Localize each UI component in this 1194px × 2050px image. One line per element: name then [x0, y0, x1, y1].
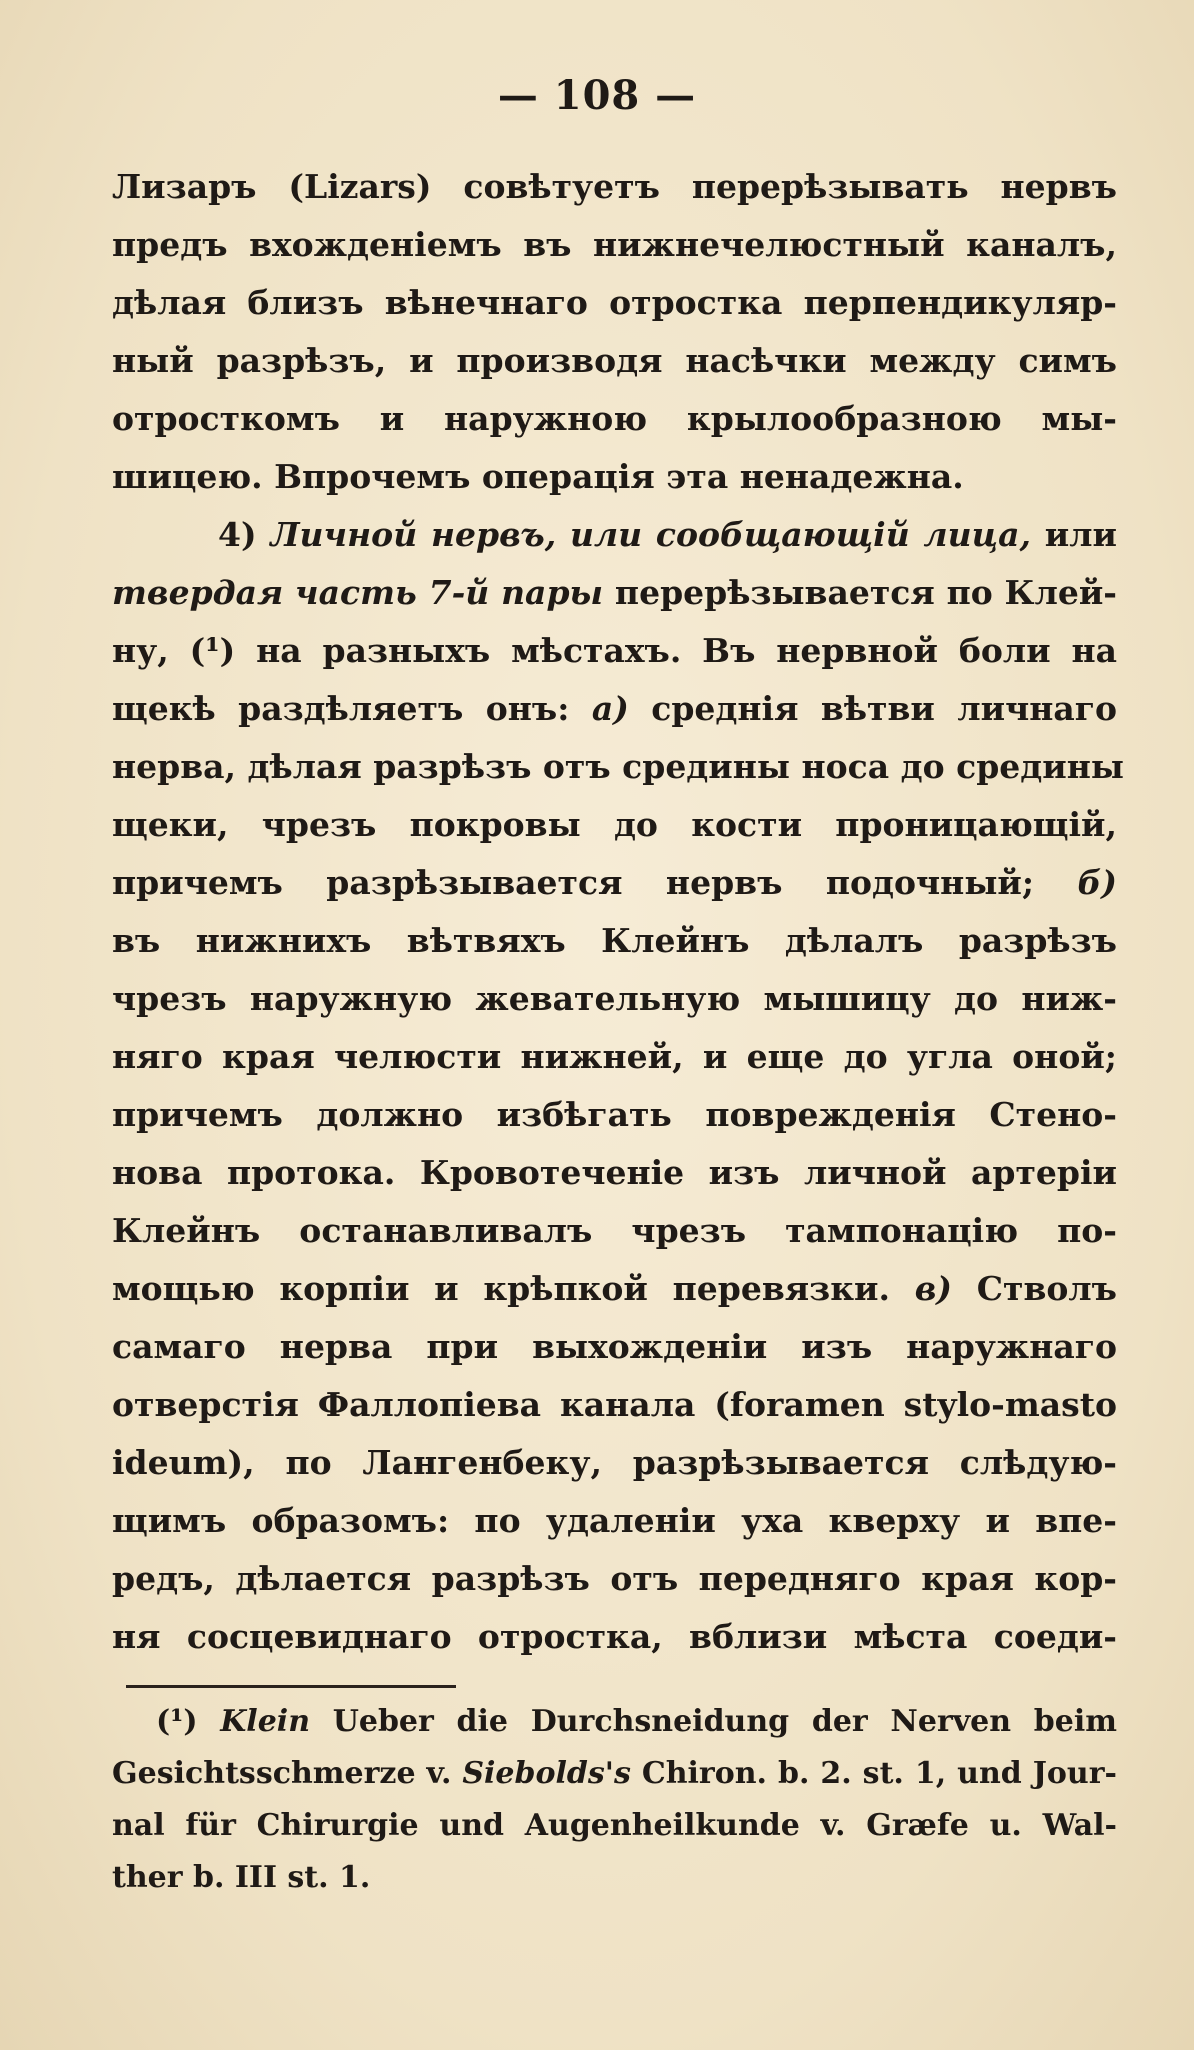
- text-line: ну, (¹) на разныхъ мѣстахъ. Въ нервной боли на: [112, 631, 1117, 670]
- footnote-italic-name: Siebolds's: [462, 1756, 631, 1791]
- main-text: [112, 158, 1124, 1666]
- text-line-paragraph-start: [112, 506, 1117, 564]
- text-line: Лизаръ (Lizars) совѣтуетъ перерѣзывать нервъ: [112, 167, 1117, 206]
- text-span: перерѣзывается по Клей-: [603, 573, 1118, 612]
- footnote-line: [112, 1748, 1117, 1800]
- footnote-line: ther b. III st. 1.: [112, 1860, 371, 1895]
- text-line: чрезъ наружную жевательную мышицу до ниж-: [112, 979, 1117, 1018]
- italic-marker: а): [591, 689, 629, 728]
- text-line: отросткомъ и наружною крылообразною мы-: [112, 399, 1117, 438]
- text-span: или: [1031, 515, 1117, 554]
- text-span: Стволъ: [952, 1269, 1117, 1308]
- text-line: предъ вхожденіемъ въ нижнечелюстный каналъ,: [112, 225, 1117, 264]
- text-span: мощью корпіи и крѣпкой перевязки.: [112, 1269, 915, 1308]
- text-line: нерва, дѣлая разрѣзъ отъ средины носа до средины: [112, 747, 1124, 786]
- footnote-marker: (¹): [156, 1704, 221, 1739]
- italic-term: Личной нервъ, или сообщающій лица,: [270, 515, 1031, 554]
- text-line: щеки, чрезъ покровы до кости проницающій,: [112, 805, 1117, 844]
- text-line: [112, 564, 1117, 622]
- text-line: шицею. Впрочемъ операція эта ненадежна.: [112, 457, 964, 496]
- text-line: Клейнъ останавливалъ чрезъ тампонацію по-: [112, 1211, 1117, 1250]
- text-line: причемъ должно избѣгать поврежденія Стено-: [112, 1095, 1117, 1134]
- text-line: ideum), по Лангенбеку, разрѣзывается слѣдую-: [112, 1443, 1117, 1482]
- text-line: дѣлая близъ вѣнечнаго отростка перпендикуляр-: [112, 283, 1117, 322]
- text-line: [112, 1260, 1117, 1318]
- italic-marker: в): [914, 1269, 953, 1308]
- text-span: щекѣ раздѣляетъ онъ:: [112, 689, 592, 728]
- text-line: няго края челюсти нижней, и еще до угла оной;: [112, 1037, 1117, 1076]
- text-span: среднія вѣтви личнаго: [628, 689, 1117, 728]
- footnote-line: [112, 1696, 1117, 1748]
- footnote-author: Klein: [220, 1704, 310, 1739]
- text-span: Chiron. b. 2. st. 1, und Jour-: [630, 1756, 1118, 1791]
- italic-term: твердая часть 7-й пары: [112, 573, 604, 612]
- text-span: причемъ разрѣзывается нервъ подочный;: [112, 863, 1078, 902]
- footnote-divider: [126, 1685, 456, 1688]
- italic-marker: б): [1077, 863, 1117, 902]
- footnote: [112, 1696, 1117, 1904]
- paragraph-number: 4): [218, 515, 271, 554]
- text-line: въ нижнихъ вѣтвяхъ Клейнъ дѣлалъ разрѣзъ: [112, 921, 1117, 960]
- text-line: самаго нерва при выхожденіи изъ наружнаго: [112, 1327, 1117, 1366]
- page-number: — 108 —: [497, 72, 697, 119]
- text-line: [112, 854, 1117, 912]
- text-line: нова протока. Кровотеченіе изъ личной артеріи: [112, 1153, 1117, 1192]
- text-line: редъ, дѣлается разрѣзъ отъ передняго края кор-: [112, 1559, 1117, 1598]
- text-line: щимъ образомъ: по удаленіи уха кверху и впе-: [112, 1501, 1117, 1540]
- text-span: Gesichtsschmerze v.: [112, 1756, 463, 1791]
- text-span: Ueber die Durchsneidung der Nerven beim: [310, 1704, 1117, 1739]
- text-line: ный разрѣзъ, и производя насѣчки между симъ: [112, 341, 1117, 380]
- text-line: ня сосцевиднаго отростка, вблизи мѣста соеди-: [112, 1617, 1117, 1656]
- footnote-line: nal für Chirurgie und Augenheilkunde v. Græfe u. Wal-: [112, 1808, 1117, 1843]
- text-line: отверстія Фаллопіева канала (foramen stylo-masto: [112, 1385, 1117, 1424]
- text-line: [112, 680, 1117, 738]
